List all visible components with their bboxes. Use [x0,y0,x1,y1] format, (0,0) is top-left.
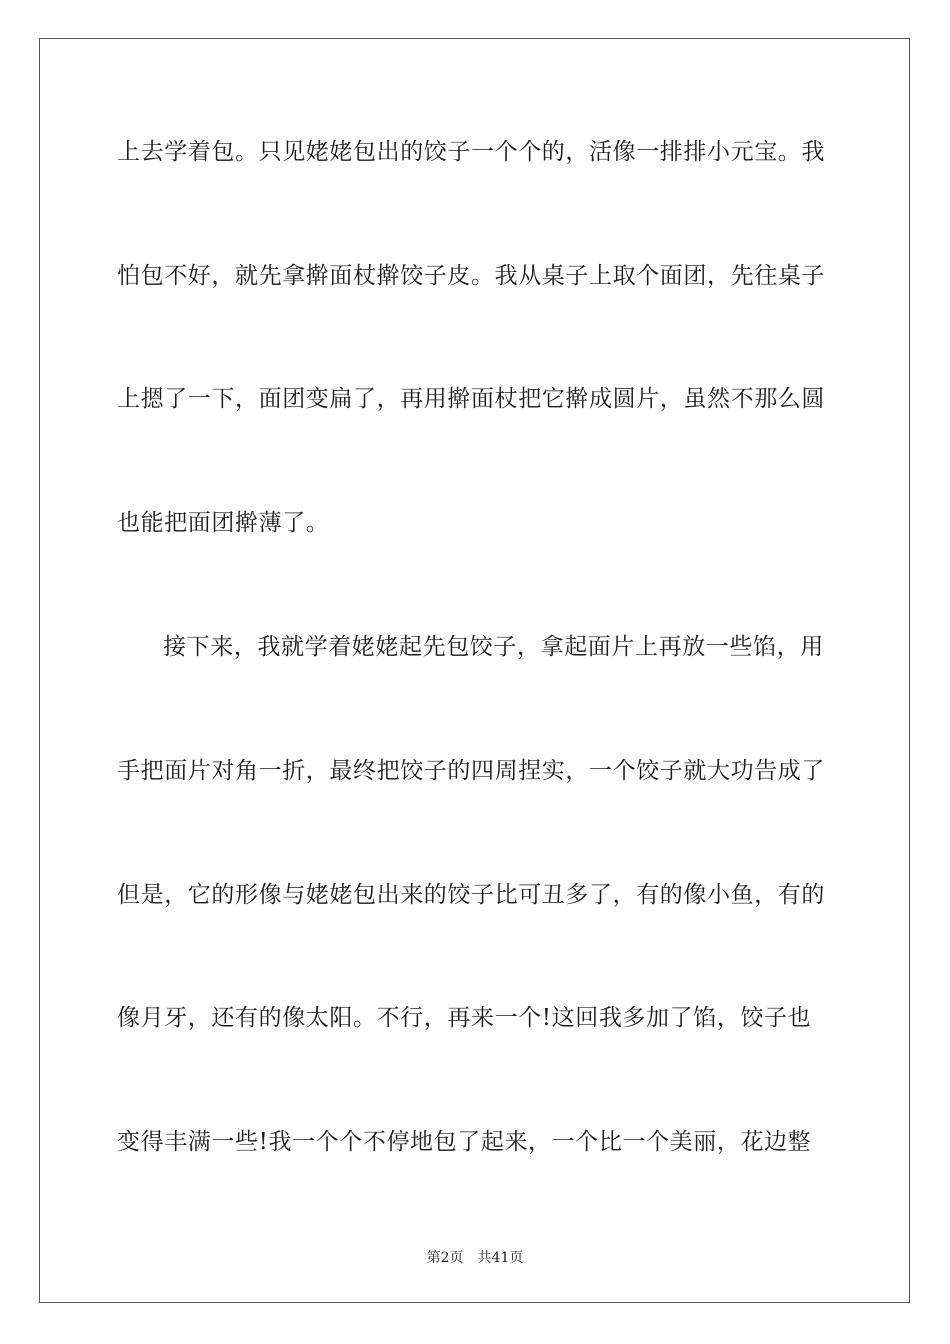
page-border [39,38,910,1303]
text-line-2: 怕包不好，就先拿擀面杖擀饺子皮。我从桌子上取个面团，先往桌子 [117,263,825,289]
text-line-3: 上摁了一下，面团变扁了，再用擀面杖把它擀成圆片，虽然不那么圆 [117,386,825,412]
page-number: 第2页 [426,1250,464,1266]
text-line-9: 变得丰满一些!我一个个不停地包了起来，一个比一个美丽，花边整 [117,1129,812,1155]
text-line-5-paragraph-start: 接下来，我就学着姥姥起先包饺子，拿起面片上再放一些馅，用 [163,634,824,660]
text-line-4: 也能把面团擀薄了。 [117,510,330,536]
text-line-6: 手把面片对角一折，最终把饺子的四周捏实，一个饺子就大功告成了 [117,758,825,784]
page-footer [0,1247,950,1267]
text-line-7: 但是，它的形像与姥姥包出来的饺子比可丑多了，有的像小鱼，有的 [117,882,825,908]
text-line-1: 上去学着包。只见姥姥包出的饺子一个个的，活像一排排小元宝。我 [117,139,825,165]
text-line-8: 像月牙，还有的像太阳。不行，再来一个!这回我多加了馅，饺子也 [117,1005,812,1031]
page-total: 共41页 [477,1250,524,1266]
